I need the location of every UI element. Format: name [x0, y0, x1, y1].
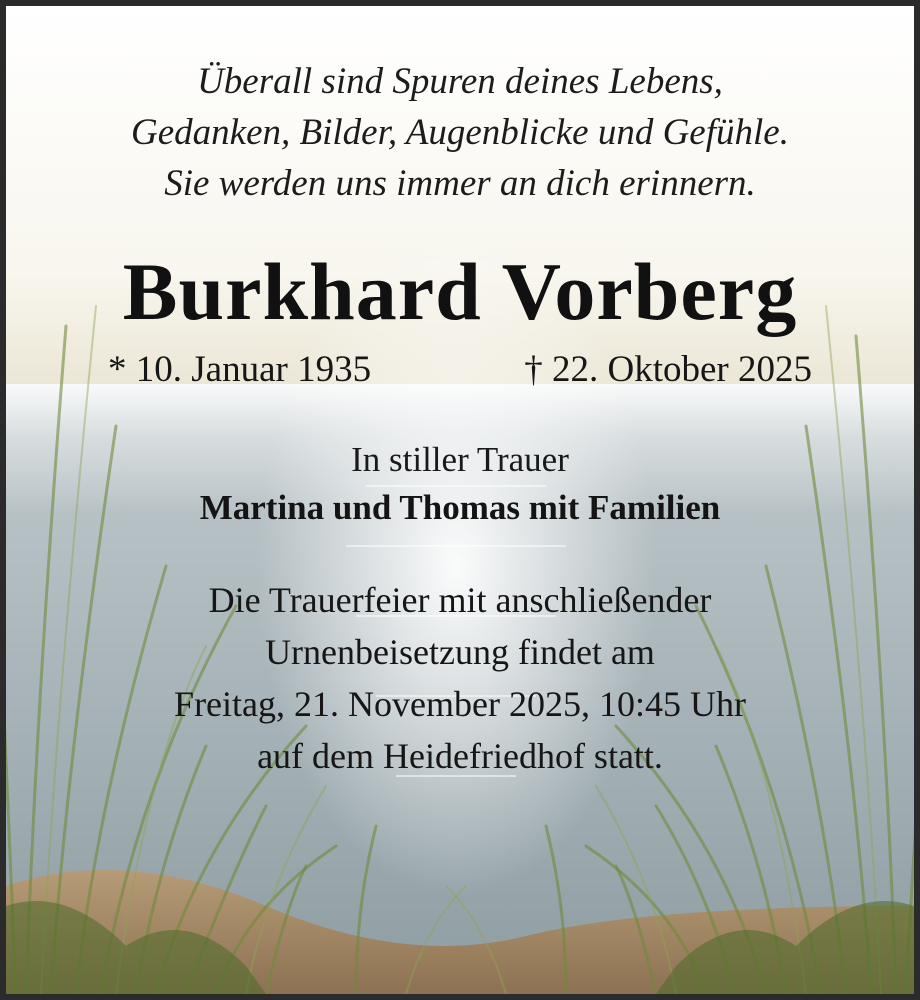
service-line: Urnenbeisetzung findet am	[265, 632, 655, 672]
obituary-text	[6, 6, 914, 994]
memorial-poem	[6, 56, 914, 209]
service-line: Freitag, 21. November 2025, 10:45 Uhr	[174, 684, 746, 724]
service-line: auf dem Heidefriedhof statt.	[257, 736, 663, 776]
poem-line: Gedanken, Bilder, Augenblicke und Gefühle.	[131, 112, 789, 153]
funeral-service-notice	[6, 574, 914, 782]
mourners-names: Martina und Thomas mit Familien	[199, 488, 721, 527]
poem-line: Überall sind Spuren deines Lebens,	[197, 61, 723, 102]
birth-date: * 10. Januar 1935	[108, 349, 372, 390]
death-date: † 22. Oktober 2025	[524, 349, 812, 390]
life-dates	[108, 346, 812, 394]
deceased-name: Burkhard Vorberg	[122, 246, 798, 337]
service-line: Die Trauerfeier mit anschließender	[208, 580, 712, 620]
poem-line: Sie werden uns immer an dich erinnern.	[164, 163, 756, 204]
mourning-line: In stiller Trauer	[351, 440, 569, 479]
